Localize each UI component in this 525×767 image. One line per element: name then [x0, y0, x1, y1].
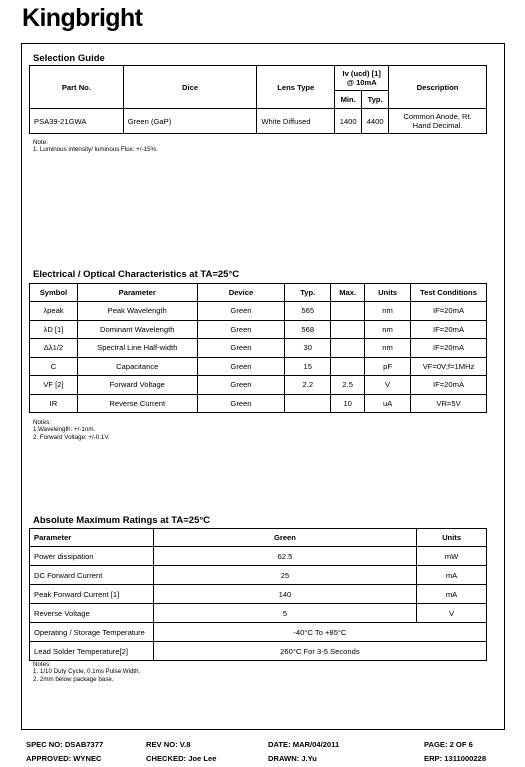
table-cell: 15 [285, 357, 331, 376]
electrical-table [29, 283, 487, 413]
table-cell: Peak Forward Current [1] [30, 585, 154, 604]
header-iv: Iv (ucd) [1] @ 10mA [335, 66, 389, 91]
table-cell: 2.2 [285, 376, 331, 395]
table-cell: Green [197, 376, 285, 395]
table-row [30, 394, 487, 413]
table-cell: Δλ1/2 [30, 339, 78, 358]
selection-guide-table [29, 65, 487, 134]
cell-lens-type: White Diffused [257, 109, 335, 134]
table-cell: Dominant Wavelength [77, 320, 197, 339]
column-header: Units [417, 529, 487, 547]
absolute-notes: Notes: 1. 1/10 Duty Cycle, 0.1ms Pulse Width. 2. 2mm below package base. [33, 661, 141, 683]
table-cell: Green [197, 357, 285, 376]
footer-page: PAGE: 2 OF 6 [424, 740, 473, 749]
electrical-title: Electrical / Optical Characteristics at TA=25°C [33, 269, 240, 280]
selection-guide-title: Selection Guide [33, 53, 105, 64]
footer-date: DATE: MAR/04/2011 [268, 740, 340, 749]
table-cell [331, 339, 365, 358]
table-row [30, 642, 487, 661]
table-cell: nm [365, 320, 411, 339]
table-row [30, 376, 487, 395]
table-cell: 5 [153, 604, 416, 623]
column-header: Units [365, 284, 411, 302]
table-cell: nm [365, 339, 411, 358]
table-cell: mA [417, 566, 487, 585]
table-cell: DC Forward Current [30, 566, 154, 585]
table-cell: V [417, 604, 487, 623]
cell-typ: 4400 [362, 109, 389, 134]
table-row [30, 109, 487, 134]
header-dice: Dice [123, 66, 257, 109]
table-cell: Spectral Line Half-width [77, 339, 197, 358]
footer-spec-no: SPEC NO: DSAB7377 [26, 740, 104, 749]
table-cell: Green [197, 302, 285, 321]
table-row [30, 566, 487, 585]
table-cell: IR [30, 394, 78, 413]
table-cell: Green [197, 339, 285, 358]
cell-min: 1400 [335, 109, 362, 134]
table-cell: IF=20mA [411, 339, 487, 358]
header-typ: Typ. [362, 91, 389, 109]
table-cell [331, 302, 365, 321]
table-cell: Forward Voltage [77, 376, 197, 395]
table-cell: VF [2] [30, 376, 78, 395]
column-header: Parameter [77, 284, 197, 302]
table-cell: Reverse Current [77, 394, 197, 413]
column-header: Parameter [30, 529, 154, 547]
table-cell: Capacitance [77, 357, 197, 376]
table-cell: IF=20mA [411, 320, 487, 339]
table-cell: 568 [285, 320, 331, 339]
footer-approved: APPROVED: WYNEC [26, 754, 102, 763]
table-cell: mA [417, 585, 487, 604]
table-row [30, 604, 487, 623]
table-row [30, 623, 487, 642]
table-cell [331, 357, 365, 376]
table-cell [331, 320, 365, 339]
absolute-table [29, 528, 487, 661]
table-cell: V [365, 376, 411, 395]
table-cell: Reverse Voltage [30, 604, 154, 623]
cell-part-no: PSA39-21GWA [30, 109, 124, 134]
table-cell: λD [1] [30, 320, 78, 339]
table-row [30, 357, 487, 376]
table-row [30, 302, 487, 321]
table-cell: uA [365, 394, 411, 413]
table-cell: nm [365, 302, 411, 321]
table-cell: pF [365, 357, 411, 376]
footer-drawn: DRAWN: J.Yu [268, 754, 317, 763]
table-cell: -40°C To +85°C [153, 623, 486, 642]
table-cell: Power dissipation [30, 547, 154, 566]
table-cell: Lead Solder Temperature[2] [30, 642, 154, 661]
table-cell: 10 [331, 394, 365, 413]
table-cell: Operating / Storage Temperature [30, 623, 154, 642]
table-cell: 25 [153, 566, 416, 585]
column-header: Typ. [285, 284, 331, 302]
column-header: Max. [331, 284, 365, 302]
table-row [30, 585, 487, 604]
column-header: Test Conditions [411, 284, 487, 302]
table-cell: Peak Wavelength [77, 302, 197, 321]
header-description: Description [389, 66, 487, 109]
table-row [30, 339, 487, 358]
table-cell: Green [197, 320, 285, 339]
table-cell: 140 [153, 585, 416, 604]
table-row [30, 547, 487, 566]
table-cell: 62.5 [153, 547, 416, 566]
table-row [30, 320, 487, 339]
footer-rev-no: REV NO: V.8 [146, 740, 191, 749]
table-cell: IF=20mA [411, 302, 487, 321]
table-cell: IF=20mA [411, 376, 487, 395]
header-part-no: Part No. [30, 66, 124, 109]
table-cell: λpeak [30, 302, 78, 321]
table-cell: VF=0V;f=1MHz [411, 357, 487, 376]
footer-checked: CHECKED: Joe Lee [146, 754, 217, 763]
table-cell: 2.5 [331, 376, 365, 395]
table-cell: 565 [285, 302, 331, 321]
column-header: Device [197, 284, 285, 302]
cell-description: Common Anode, Rt. Hand Decimal. [389, 109, 487, 134]
footer-erp: ERP: 1311000228 [424, 754, 487, 763]
column-header: Symbol [30, 284, 78, 302]
table-cell: mW [417, 547, 487, 566]
table-cell: C [30, 357, 78, 376]
table-cell: 260°C For 3-5 Seconds [153, 642, 486, 661]
table-cell: 30 [285, 339, 331, 358]
brand-logo: Kingbright [22, 4, 143, 32]
table-cell: VR=5V [411, 394, 487, 413]
column-header: Green [153, 529, 416, 547]
electrical-notes: Notes: 1.Wavelength: +/-1nm. 2. Forward Voltage: +/-0.1V. [33, 419, 110, 441]
header-min: Min. [335, 91, 362, 109]
header-lens-type: Lens Type [257, 66, 335, 109]
absolute-title: Absolute Maximum Ratings at TA=25°C [33, 515, 211, 526]
table-cell [285, 394, 331, 413]
selection-notes: Note: 1. Luminous intensity/ luminous Flux: +/-15%. [33, 139, 158, 154]
table-cell: Green [197, 394, 285, 413]
cell-dice: Green (GaP) [123, 109, 257, 134]
